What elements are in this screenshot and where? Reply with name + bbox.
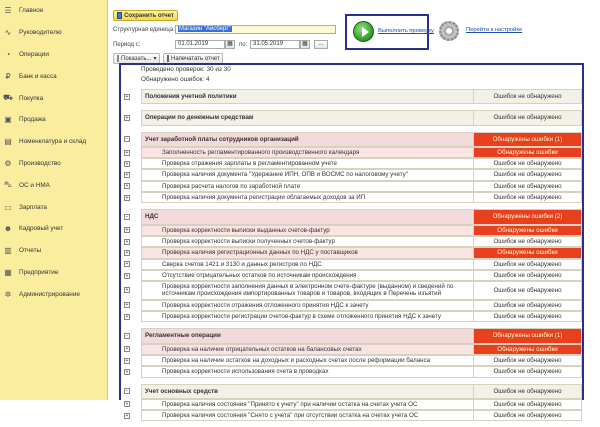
row-gutter [121, 147, 141, 158]
sidebar-item-0[interactable] [0, 0, 107, 22]
expand-icon[interactable]: + [125, 302, 129, 309]
expand-icon[interactable]: + [125, 272, 129, 279]
row-gutter [121, 192, 141, 203]
sidebar-item-label: Операции [19, 50, 49, 58]
save-report-button[interactable] [113, 10, 178, 21]
row-gutter [121, 181, 141, 192]
row-gutter [121, 110, 141, 125]
row-gutter [121, 270, 141, 281]
unit-label: Структурная единица: [113, 27, 175, 33]
sidebar-item-4[interactable] [0, 87, 107, 109]
check-status: Обнаружены ошибки [473, 344, 582, 355]
sidebar-item-5[interactable] [0, 109, 107, 131]
expand-icon[interactable]: + [125, 249, 129, 256]
check-name: Проверка наличия документа "Удержание ИПН, ОПВ и ВОСМС по налоговому учету" [141, 169, 473, 180]
expand-icon[interactable]: + [125, 172, 129, 179]
sidebar [0, 0, 108, 400]
section-row [121, 328, 582, 343]
check-status: Обнаружены ошибки [473, 147, 582, 158]
check-status: Ошибок не обнаружено [473, 281, 582, 300]
run-check-highlight [345, 14, 434, 50]
sidebar-item-13[interactable] [0, 283, 107, 305]
section-row [121, 384, 582, 399]
sidebar-item-3[interactable] [0, 65, 107, 87]
section-spacer [121, 421, 582, 427]
row-gutter [121, 281, 141, 300]
check-name: НДС [141, 209, 473, 224]
calendar-to-icon: ▦ [302, 41, 308, 47]
check-name: Положения учетной политики [141, 89, 473, 104]
show-icon [117, 55, 119, 62]
row-gutter [121, 225, 141, 236]
settings-gear-icon[interactable] [439, 21, 459, 41]
print-report-label: Напечатать отчет [171, 55, 220, 62]
check-status: Ошибок не обнаружено [473, 192, 582, 203]
sidebar-item-label: Продажа [19, 116, 46, 124]
sidebar-item-label: Покупка [19, 94, 44, 102]
check-status: Обнаружены ошибки (1) [473, 132, 582, 147]
sidebar-item-11[interactable] [0, 240, 107, 262]
unit-value: Магазин "Айсберг" [179, 26, 231, 32]
row-gutter [121, 300, 141, 311]
check-status: Ошибок не обнаружено [473, 399, 582, 410]
sidebar-item-8[interactable] [0, 174, 107, 196]
expand-icon[interactable]: + [125, 238, 129, 245]
check-name: Проверка корректности использования счета в проводках [141, 366, 473, 377]
sidebar-item-label: Руководителю [19, 29, 62, 37]
sidebar-item-label: ОС и НМА [19, 181, 50, 189]
report-content [121, 65, 582, 427]
check-name: Проверка наличия состояния "Снято с учета" при отсутствии остатка на счетах учета ОС [141, 410, 473, 421]
sidebar-item-label: Главное [19, 7, 44, 15]
row-gutter [121, 328, 141, 343]
report-area [119, 63, 584, 420]
check-name: Проверка расчета налогов по заработной плате [141, 181, 473, 192]
expand-icon[interactable]: + [125, 183, 129, 190]
check-name: Проверка отражения зарплаты в регламентированном учете [141, 158, 473, 169]
row-gutter [121, 259, 141, 270]
check-status: Ошибок не обнаружено [473, 236, 582, 247]
check-status: Ошибок не обнаружено [473, 384, 582, 399]
collapse-icon[interactable]: − [125, 136, 129, 143]
factory-icon: ⚙ [4, 158, 12, 168]
check-name: Операции по денежным средствам [141, 110, 473, 125]
check-row [121, 399, 582, 410]
sidebar-item-1[interactable] [0, 22, 107, 44]
unit-field[interactable] [175, 25, 336, 34]
check-row [121, 311, 582, 322]
sidebar-item-label: Зарплата [19, 203, 47, 211]
check-row [121, 192, 582, 203]
expand-icon[interactable]: + [125, 93, 129, 100]
expand-icon[interactable]: + [125, 261, 129, 268]
row-gutter [121, 158, 141, 169]
period-select-button[interactable]: ... [314, 40, 328, 49]
expand-icon[interactable]: + [125, 313, 129, 320]
main-panel [108, 0, 600, 420]
row-gutter [121, 89, 141, 104]
bank-icon: ₽ [5, 71, 11, 81]
row-gutter [121, 236, 141, 247]
row-gutter [121, 366, 141, 377]
reports-icon: ▥ [4, 246, 12, 256]
row-gutter [121, 399, 141, 410]
check-row [121, 225, 582, 236]
salary-icon: ▭ [4, 202, 12, 212]
check-status: Ошибок не обнаружено [473, 270, 582, 281]
expand-icon[interactable]: + [125, 346, 129, 353]
check-status: Обнаружены ошибки (1) [473, 328, 582, 343]
row-gutter [121, 410, 141, 421]
check-name: Проверка наличия регистрационных данных по НДС у поставщиков [141, 247, 473, 258]
report-table [121, 89, 582, 427]
expand-icon[interactable]: + [125, 114, 129, 121]
check-status: Ошибок не обнаружено [473, 410, 582, 421]
check-name: Проверка наличия состояния "Принято к учету" при наличии остатка на счетах учета ОС [141, 399, 473, 410]
check-status: Обнаружены ошибки [473, 225, 582, 236]
row-gutter [121, 169, 141, 180]
row-gutter [121, 344, 141, 355]
sidebar-item-label: Администрирование [19, 290, 80, 298]
personnel-icon: ☻ [3, 224, 13, 234]
check-status: Ошибок не обнаружено [473, 158, 582, 169]
check-row [121, 355, 582, 366]
check-name: Проверка на наличие отрицательных остатков на балансовых счетах [141, 344, 473, 355]
expand-icon[interactable]: + [125, 368, 129, 375]
cart-icon: ⛟ [2, 93, 14, 103]
sale-icon: ▣ [4, 115, 12, 125]
expand-icon[interactable]: + [125, 401, 129, 408]
sidebar-item-2[interactable] [0, 44, 107, 66]
check-status: Ошибок не обнаружено [473, 311, 582, 322]
expand-icon[interactable]: + [125, 287, 129, 294]
check-row [121, 158, 582, 169]
check-name: Проверка на наличие остатков на доходных и расходных счетах после реформации баланса [141, 355, 473, 366]
check-status: Ошибок не обнаружено [473, 259, 582, 270]
row-gutter [121, 247, 141, 258]
check-row [121, 344, 582, 355]
row-gutter [121, 209, 141, 224]
check-status: Обнаружены ошибки (2) [473, 209, 582, 224]
check-row [121, 366, 582, 377]
check-name: Проверка корректности выписки выданных счетов-фактур [141, 225, 473, 236]
check-name: Заполненность регламентированного производственного календаря [141, 147, 473, 158]
assets-icon: ⛍ [3, 180, 13, 190]
sidebar-item-label: Кадровый учет [19, 225, 64, 233]
expand-icon[interactable]: + [125, 412, 129, 419]
warehouse-icon: ▤ [4, 137, 12, 147]
check-name: Учет заработной платы сотрудников организаций [141, 132, 473, 147]
check-name: Учет основных средств [141, 384, 473, 399]
save-icon [117, 12, 122, 19]
check-row [121, 247, 582, 258]
sidebar-item-label: Отчеты [19, 247, 42, 255]
row-gutter [121, 132, 141, 147]
check-status: Ошибок не обнаружено [473, 355, 582, 366]
period-to-label: по: [239, 42, 248, 48]
expand-icon[interactable]: + [125, 194, 129, 201]
chevron-down-icon: ▾ [153, 56, 157, 62]
sidebar-item-label: Производство [19, 159, 61, 167]
period-from-field[interactable]: 01.01.2019 [175, 40, 225, 49]
collapse-icon[interactable]: − [125, 388, 129, 395]
expand-icon[interactable]: + [125, 227, 129, 234]
calendar-to-button[interactable] [300, 40, 310, 49]
check-row [121, 169, 582, 180]
sidebar-item-6[interactable] [0, 131, 107, 153]
check-name: Проверка корректности заполнения данных в электронном счете-фактуре (выданном) и сведений по источникам происхождения импортированных товаров и товаров, входящих в Перечень изъятий [141, 281, 473, 300]
row-gutter [121, 311, 141, 322]
sidebar-item-label: Номенклатура и склад [19, 138, 87, 146]
period-from-label: Период с: [113, 42, 141, 48]
section-row [121, 209, 582, 224]
expand-icon[interactable]: + [125, 149, 129, 156]
section-row [121, 89, 582, 104]
check-row [121, 259, 582, 270]
check-name: Регламентные операции [141, 328, 473, 343]
run-play-icon[interactable] [353, 21, 374, 42]
calendar-from-button[interactable] [225, 40, 235, 49]
calendar-from-icon: ▦ [227, 41, 233, 47]
collapse-icon[interactable]: − [125, 332, 129, 339]
check-row [121, 270, 582, 281]
check-name: Сверка счетов 1421 и 3130 и данных регистров по НДС [141, 259, 473, 270]
section-row [121, 110, 582, 125]
printer-icon [167, 55, 169, 62]
check-status: Ошибок не обнаружено [473, 300, 582, 311]
go-settings-link[interactable]: Перейти к настройке [466, 27, 523, 33]
check-status: Ошибок не обнаружено [473, 181, 582, 192]
check-status: Ошибок не обнаружено [473, 89, 582, 104]
show-menu-label: Показать... [121, 55, 152, 62]
section-row [121, 132, 582, 147]
run-check-link[interactable]: Выполнить проверку [378, 28, 434, 34]
sidebar-item-7[interactable] [0, 153, 107, 175]
check-status: Ошибок не обнаружено [473, 366, 582, 377]
save-report-label: Сохранить отчет [124, 12, 174, 19]
home-icon: ☰ [4, 6, 12, 16]
sidebar-item-label: Предприятие [19, 268, 59, 276]
checks-done-text: Проведено проверок: 30 из 30 [121, 65, 582, 75]
row-gutter [121, 355, 141, 366]
expand-icon[interactable]: + [125, 160, 129, 167]
check-row [121, 236, 582, 247]
operations-icon: ◔ [5, 49, 11, 59]
check-row [121, 147, 582, 158]
sidebar-item-12[interactable] [0, 262, 107, 284]
check-status: Ошибок не обнаружено [473, 169, 582, 180]
check-name: Проверка корректности выписки полученных счетов-фактур [141, 236, 473, 247]
check-name: Проверка наличия документа регистрации облагаемых доходов за ИП [141, 192, 473, 203]
trend-chart-icon: ∿ [4, 28, 12, 38]
admin-gear-icon: ✲ [4, 289, 12, 299]
check-row [121, 181, 582, 192]
check-name: Отсутствие отрицательных остатков по источникам происхождения [141, 270, 473, 281]
check-name: Проверка корректности регистрации счетов-фактур в схеме отложенного принятия НДС к зачету [141, 311, 473, 322]
sidebar-item-label: Банк и касса [19, 72, 57, 80]
period-to-field[interactable]: 31.05.2019 [250, 40, 300, 49]
check-status: Обнаружены ошибки [473, 247, 582, 258]
sidebar-item-10[interactable] [0, 218, 107, 240]
check-name: Проверка корректности отражения отложенного принятия НДС к зачету [141, 300, 473, 311]
check-row [121, 281, 582, 300]
sidebar-item-9[interactable] [0, 196, 107, 218]
collapse-icon[interactable]: − [125, 214, 129, 221]
check-row [121, 300, 582, 311]
row-gutter [121, 384, 141, 399]
check-row [121, 410, 582, 421]
expand-icon[interactable]: + [125, 357, 129, 364]
enterprise-icon: ▦ [4, 267, 12, 277]
check-status: Ошибок не обнаружено [473, 110, 582, 125]
errors-found-text: Обнаружено ошибок: 4 [121, 75, 582, 85]
